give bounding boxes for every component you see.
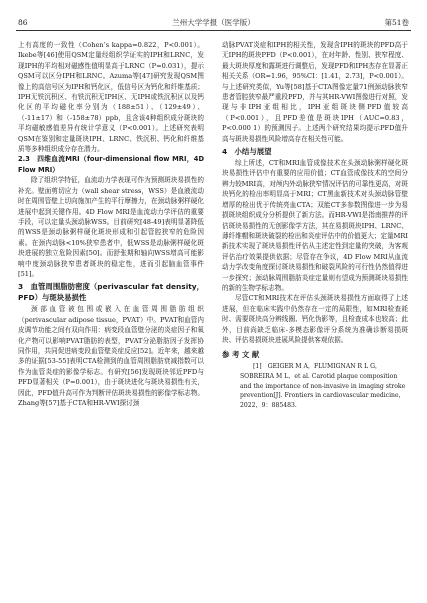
page-number: 86 (18, 18, 28, 27)
journal-title: 兰州大学学报（医学版） (172, 18, 255, 27)
volume-label: 第51卷 (384, 18, 409, 27)
reference-item: [1] GEIGER M A，FLUMIGNAN R L G，SOBREIRA M L，et al. Carotid plaque composition and the importance of non-invasive in imaging stroke prevention[J]. Frontiers in cardiovascular medicine，2022，9：885483. (240, 363, 406, 409)
paragraph-4d-flow: 除了组织学特征，血流动力学表现可作为预测斑块易损性的补充。壁面剪切应力（wall shear stress，WSS）是血液流动时在周围管壁上切向施加产生的平行摩擦力，在颈动脉粥样硬化进展中起到关键作用。4D Flow MRI是血流动力学评估的重要手段，可以定量头颈动脉WSS。目前研究[48-49]表明显著降低的WSS是颈动脉粥样硬化斑块形成和引起管腔狭窄的危险因素。在颈内动脉<10%狭窄患者中，低WSS是动脉粥样硬化斑块进展的独立危险因素[50]。而舒张期和轴向WSS增高可能影响中度颈动脉狭窄患者斑块的稳定性，进而引起脑血管事件[51]。 (18, 176, 204, 278)
paragraph-limitations: 尽管CT和MRI技术在评估头颈斑块易损性方面取得了上述进展，但在临床实践中仍然存在一定的局限性，如MRI检查耗时、需要斑块高分辨线圈、钙化伪影等，且检查成本也较高；此外，目前尚缺乏临床-多模态影像评分系统为准确诊断易损斑块、评估易损斑块进展风险提供客观依据。 (222, 294, 408, 344)
left-column (18, 40, 204, 408)
paragraph-summary: 综上所述，CT和MRI血管成像技术在头颈动脉粥样硬化斑块易损性评估中有重要的应用价值；CT血管成像技术的空间分辨力较MRI高，对颅内外动脉狭窄情况评估的可靠性更高，对斑块钙化的检出率明显高于MRI；CT黑血新技术对头颈动脉管壁增厚的检出优于传统亮血CTA；双能CT多参数图像进一步为易损斑块组织成分分析提供了新方法。而HR-VWI是指南推荐的评估斑块易损性的无创影像学方法，其在易损斑块IPH、LRNC、薄纤维帽和斑块破裂的检出和炎症评估中的价值更大；定量MRI新技术实现了斑块易损性评估从主述定性到定量的突破，为客观评估治疗效果提供依据；尽管存在争议，4D Flow MRI从血流动力学改变角度探讨斑块易损性和破裂风险的可行性仍然值得进一步探究；颈动脉周围脂肪炎症定量则有望成为预测斑块易损性的新的生物学标志物。 (222, 159, 408, 292)
paragraph-pfd: 动脉PVAT炎症和IPH的相关性，发现含IPH的斑块的PFD高于无IPH的斑块PFD（P<0.001），在对年龄、性别、狭窄程度、最大斑块厚度和露斑进行调整后，发现PFD和IPH杰存在显著正相关关系（OR=1.96，95%CI：[1.41，2.73]，P<0.001）。与上述研究类似，Yu等[58]基于CTA图像定量71例颈动脉狭窄患者管腔狭窄最严重段PFD，并与其HR-VWI图像进行对照，发现与非IPH亚组相比，IPH亚组斑块侧PFD值较高（P<0.001），且PFD差值是斑块IPH（AUC=0.83，P<0.000 1）的预测因子。上述两个研究结果均提示PFD值升高与斑块易损性风险增高存在相关性可能。 (222, 41, 408, 143)
section-heading-2-3: 2.3 四维血流MRI（four-dimensional flow MRI，4D Flow MRI） (18, 155, 204, 174)
running-header (16, 16, 411, 31)
paragraph-pvat: 颈部血管被包围或嵌入在血管周围脂肪组织（perivascular adipose tissue，PVAT）中。PVAT和血管内皮调节功能之间有双向作用：病变段血管壁分泌的炎症因子和氧化产物可以影响PVAT脂肪的表型，PVAT分泌脂肪因子发挥协同作用，共同促进病变段血管壁炎症反应[52]。近年来，越来越多的证据[53-55]表明CTA检测到的血管周围脂肪衰减指数可以作为血管炎症的影像学标志。有研究[56]发现斑块邻近PFD与PFD显著相关（P=0.001），由于斑块进化与斑块易损性有关，因此，PFD值升高可作为判断评估斑块易损性的影像学标志物。Zhang等[57]基于CTA和HR-VWI探讨颈 (18, 305, 204, 407)
paragraph-qsm: 上有高度的一致性（Cohen’s kappa=0.822，P<0.001）。Ikebe等[46]使用QSM定量经组织学证实的IPH和LRNC，发现IPH的平均相对磁感性值明显高于LRNC（P=0.031），提示QSM可以区分IPH和LRNC。Azuma等[47]研究发现QSM图像上的高信号区为IPH和钙化区，低信号区为钙化和纤维基质；IPH无铁沉积区、有铁沉积无IPH区、无IPH或铁沉积区以及钙化区的平均磁化率分别为（188±51）、（129±49）、（-11±17）和（-158±78）ppb，且含该4种组织成分斑块的平均磁敏感值差异有统计学意义（P<0.001）。上述研究表明QSM在鉴别和定量斑块IPH、LRNC、铁沉积、钙化和纤维基质等多种组织成分存在潜力。 (18, 41, 204, 154)
references-heading: 参 考 文 献 (222, 350, 260, 360)
section-heading-3: 3 血管周围脂肪密度（perivascular fat density，PFD）与斑块易损性 (18, 282, 204, 303)
section-heading-4: 4 小结与展望 (222, 147, 272, 157)
right-column (222, 40, 408, 410)
